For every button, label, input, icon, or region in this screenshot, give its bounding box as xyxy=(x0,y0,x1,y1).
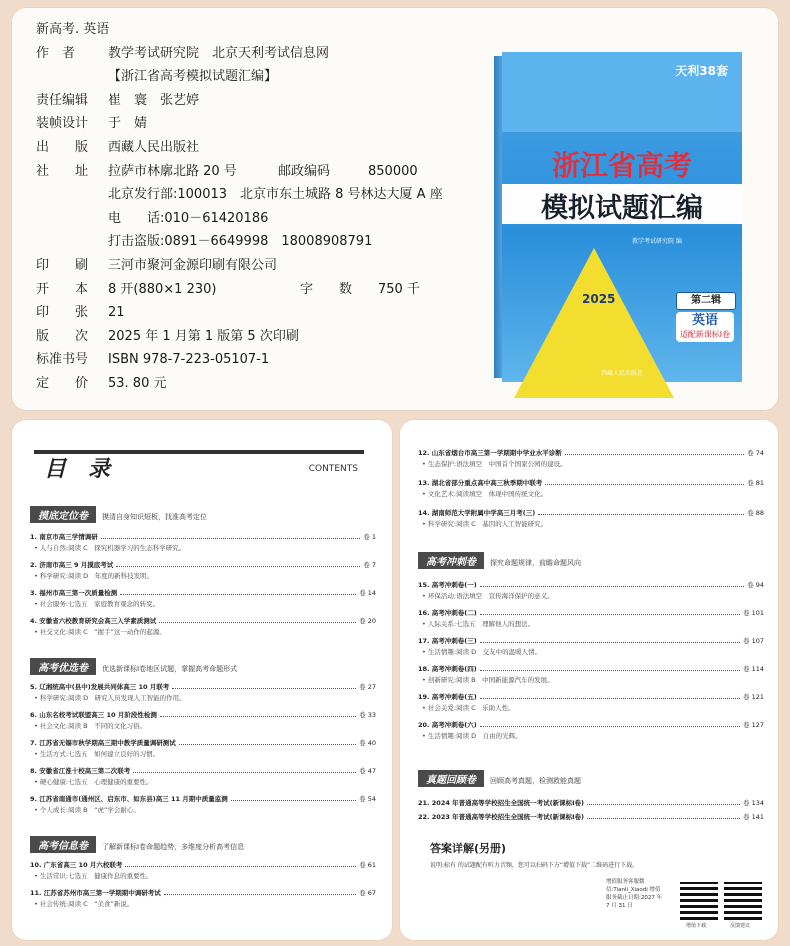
toc-item[interactable] xyxy=(418,636,764,656)
item-desc: • 文化艺术:阅读填空 体现中国传统文化。 xyxy=(422,490,548,498)
section-sub: 回顾高考真题，检测救能真题 xyxy=(490,777,581,785)
item-name: 22. 2023 年普通高等学校招生全国统一考试(新课标Ⅰ卷) xyxy=(418,813,584,821)
publisher: 西藏人民出版社 xyxy=(108,139,200,155)
design: 于 婧 xyxy=(108,116,148,132)
item-name: 5. 辽湘统高中(县中)发展共同体高三 10 月联考 xyxy=(30,683,170,691)
publisher-label: 出 版 xyxy=(36,139,89,155)
publisher-row xyxy=(36,136,443,160)
address-label: 社 址 xyxy=(36,163,89,179)
postcode: 850000 xyxy=(368,163,418,179)
item-desc: • 科学研究:阅读 D 年度的新科技发明。 xyxy=(34,572,154,580)
design-row xyxy=(36,112,443,136)
item-name: 9. 江苏省南通市(通州区、启东市、如东县)高三 11 月期中质量监测 xyxy=(30,795,228,803)
item-name: 3. 福州市高三第一次质量检测 xyxy=(30,589,118,597)
item-page: 卷 40 xyxy=(359,739,376,747)
edition: 2025 年 1 月第 1 版第 5 次印刷 xyxy=(108,328,299,344)
toc-item[interactable] xyxy=(30,532,376,552)
book-cover xyxy=(502,52,742,382)
series: 【浙江省高考模拟试题汇编】 xyxy=(108,69,278,85)
toc-item[interactable] xyxy=(30,766,376,786)
item-desc: • 环保活动:语法填空 宣传海洋保护的意义。 xyxy=(422,592,554,600)
section-tag: 高考冲刺卷 xyxy=(418,552,484,569)
cover-title-1: 浙江省高考 xyxy=(551,149,692,182)
series-row xyxy=(36,65,443,89)
book-title: 新高考. 英语 xyxy=(36,22,110,37)
printer-row xyxy=(36,254,443,278)
section-sub: 优选新课标Ⅰ卷地区试题，掌握高考命题形式 xyxy=(102,665,238,673)
item-name: 13. 湖北省部分重点高中高三秋季期中联考 xyxy=(418,479,543,487)
editor: 崔 寰 张艺婷 xyxy=(108,92,200,108)
phone-row xyxy=(36,207,443,231)
item-name: 1. 南京市高三学情调研 xyxy=(30,533,98,541)
toc-item[interactable] xyxy=(30,738,376,758)
item-name: 14. 湖南师范大学附属中学高三月考(三) xyxy=(418,509,536,517)
toc-item[interactable] xyxy=(418,448,764,468)
beijing-row xyxy=(36,183,443,207)
item-name: 2. 济南市高三 9 月摸底考试 xyxy=(30,561,114,569)
phone-label: 电 话: xyxy=(108,210,165,226)
price-label: 定 价 xyxy=(36,375,89,391)
item-desc: • 硬心健康:七选五 心理健康的重要性。 xyxy=(34,778,153,786)
section-tag: 真题回顾卷 xyxy=(418,770,484,787)
printer: 三河市聚河金源印刷有限公司 xyxy=(108,257,278,273)
item-desc: • 社会文化:阅读 B 不同的文化习俗。 xyxy=(34,722,147,730)
toc-item[interactable] xyxy=(418,608,764,628)
item-desc: • 生活常识:七选五 健康作息的重要性。 xyxy=(34,872,153,880)
toc-item[interactable] xyxy=(30,710,376,730)
item-name: 8. 安徽省江淮十校高三第二次联考 xyxy=(30,767,131,775)
price: 53. 80 元 xyxy=(108,375,167,391)
section-header xyxy=(418,768,581,784)
toc-title: 目 录 xyxy=(44,457,111,482)
cover-title-2: 模拟试题汇编 xyxy=(541,193,703,224)
format-label: 开 本 xyxy=(36,281,89,297)
copyright-panel xyxy=(12,8,778,410)
spacer xyxy=(36,207,108,231)
item-desc: • 个人成长:阅读 B “虎”学会耐心。 xyxy=(34,806,140,814)
subject-box xyxy=(676,312,734,342)
format-row xyxy=(36,278,443,302)
toc-item[interactable] xyxy=(418,580,764,600)
section-header xyxy=(30,834,244,850)
edition-row xyxy=(36,325,443,349)
item-page: 卷 74 xyxy=(747,449,764,457)
cover-publisher: 西藏人民出版社 xyxy=(600,370,643,377)
qr-service-text: 增值服务客服微信:Tianli_Xiaodi 增值服务截止日期:2027 年 7 月 31 日 xyxy=(606,879,663,909)
qr2-label: 反馈建议 xyxy=(730,923,751,929)
postcode-label: 邮政编码 xyxy=(278,163,331,179)
toc-page-right xyxy=(400,420,778,940)
item-page: 卷 127 xyxy=(743,721,764,729)
section-header xyxy=(418,550,581,566)
cover-front xyxy=(502,52,742,382)
item-desc: • 社会传统:阅读 C “美食”新说。 xyxy=(34,900,134,908)
item-desc: • 社会关爱:阅读 C 乐助人性。 xyxy=(422,704,515,712)
toc-item[interactable] xyxy=(418,692,764,712)
answers-heading: 答案详解(另册) xyxy=(430,842,507,855)
audio-note: 说明:标有 的试题配有听力音频，您可以扫码下方“增值下载”二维码进行下载。 xyxy=(430,862,639,869)
toc-item[interactable] xyxy=(30,560,376,580)
cover-year: 2025 xyxy=(582,292,616,306)
item-page: 卷 14 xyxy=(359,589,376,597)
item-desc: • 社会服务:七选五 家庭教育观念的转变。 xyxy=(34,600,160,608)
sheets-label: 印 张 xyxy=(36,305,89,321)
item-page: 卷 61 xyxy=(359,861,376,869)
phone: 010－61420186 xyxy=(164,210,269,226)
qr-code-icon[interactable] xyxy=(680,882,718,920)
section-header xyxy=(30,656,237,672)
sheets: 21 xyxy=(108,305,125,321)
spacer xyxy=(36,230,108,254)
address: 拉萨市林廓北路 20 号 xyxy=(108,163,237,179)
design-label: 装帧设计 xyxy=(36,116,89,132)
toc-item[interactable] xyxy=(418,812,764,821)
item-desc: • 社交文化:阅读 C “握手”这一动作的起源。 xyxy=(34,628,166,636)
item-name: 16. 高考冲刺卷(二) xyxy=(418,609,477,617)
item-page: 卷 141 xyxy=(743,813,764,821)
edition-label: 版 次 xyxy=(36,328,89,344)
piracy: 打击盗版:0891－6649998 18008908791 xyxy=(108,234,373,250)
words-label: 字 数 xyxy=(300,281,353,297)
section-sub: 探究命题规律，前瞻命题风向 xyxy=(490,559,581,567)
item-page: 卷 88 xyxy=(747,509,764,517)
item-name: 19. 高考冲刺卷(五) xyxy=(418,693,477,701)
isbn-row xyxy=(36,348,443,372)
item-page: 卷 54 xyxy=(359,795,376,803)
item-name: 15. 高考冲刺卷(一) xyxy=(418,581,477,589)
item-name: 21. 2024 年普通高等学校招生全国统一考试(新课标Ⅰ卷) xyxy=(418,799,584,807)
item-desc: • 生活方式:七选五 如何建立良好的习惯。 xyxy=(34,750,160,758)
copyright-page xyxy=(36,18,443,396)
item-page: 卷 20 xyxy=(359,617,376,625)
item-name: 20. 高考冲刺卷(六) xyxy=(418,721,477,729)
editor-row xyxy=(36,89,443,113)
subject: 英语 xyxy=(691,313,718,328)
spacer xyxy=(36,65,108,89)
item-page: 卷 134 xyxy=(743,799,764,807)
item-name: 6. 山东名校考试联盟高三 10 月阶段性检测 xyxy=(30,711,157,719)
item-page: 卷 114 xyxy=(743,665,764,673)
toc-header xyxy=(34,450,364,480)
qr-code-icon[interactable] xyxy=(724,882,762,920)
subject-note: 适配新课标Ⅰ卷 xyxy=(679,330,731,339)
toc-item[interactable] xyxy=(418,720,764,740)
item-desc: • 创新研究:阅读 B 中国新能源汽车的发展。 xyxy=(422,676,554,684)
item-name: 17. 高考冲刺卷(三) xyxy=(418,637,477,645)
isbn: ISBN 978-7-223-05107-1 xyxy=(108,352,270,368)
item-desc: • 科学研究:阅读 C 基因的人工智能研究。 xyxy=(422,520,548,528)
piracy-row xyxy=(36,230,443,254)
cover-editor: 教学考试研究院 编 xyxy=(632,238,682,245)
toc-item[interactable] xyxy=(30,588,376,608)
toc-item[interactable] xyxy=(418,664,764,684)
section-tag: 高考信息卷 xyxy=(30,836,96,853)
toc-item[interactable] xyxy=(30,794,376,814)
item-desc: • 生活情趣:阅读 D 自由的光辉。 xyxy=(422,732,522,740)
item-name: 7. 江苏省无锡市秋学期高三期中教学质量调研测试 xyxy=(30,739,176,747)
toc-page-left xyxy=(12,420,392,940)
toc-item[interactable] xyxy=(418,508,764,528)
item-page: 卷 27 xyxy=(359,683,376,691)
item-page: 卷 81 xyxy=(747,479,764,487)
qr1-label: 增值下载 xyxy=(686,923,707,929)
section-sub: 摸清自身知识短板，找准高考定位 xyxy=(102,513,207,521)
section-sub: 了解新课标Ⅰ卷命题趋势，多维度分析高考信息 xyxy=(102,843,245,851)
item-page: 卷 121 xyxy=(743,693,764,701)
address-row xyxy=(36,160,443,184)
print-label: 印 刷 xyxy=(36,257,89,273)
section-tag: 摸底定位卷 xyxy=(30,506,96,523)
spacer xyxy=(36,183,108,207)
item-desc: • 生态保护:语法填空 中国首个国家公园的建设。 xyxy=(422,460,567,468)
toc-item[interactable] xyxy=(30,616,376,636)
item-name: 4. 安徽省六校教育研究会高三入学素质测试 xyxy=(30,617,157,625)
beijing-office: 北京发行部:100013 北京市东土城路 8 号林达大厦 A 座 xyxy=(108,187,443,203)
item-name: 12. 山东省烟台市高三第一学期期中学业水平诊断 xyxy=(418,449,562,457)
item-name: 11. 江苏省苏州市高三第一学期期中调研考试 xyxy=(30,889,161,897)
item-desc: • 人际关系:七选五 理解他人的想法。 xyxy=(422,620,535,628)
item-page: 卷 47 xyxy=(359,767,376,775)
item-name: 18. 高考冲刺卷(四) xyxy=(418,665,477,673)
toc-item[interactable] xyxy=(30,860,376,880)
toc-item[interactable] xyxy=(418,478,764,498)
author-label: 作 者 xyxy=(36,45,76,61)
item-name: 10. 广东省高三 10 月六校联考 xyxy=(30,861,123,869)
item-page: 卷 7 xyxy=(363,561,376,569)
toc-title-en: CONTENTS xyxy=(308,464,358,474)
toc-item[interactable] xyxy=(30,682,376,702)
item-page: 卷 94 xyxy=(747,581,764,589)
author-row xyxy=(36,42,443,66)
item-page: 卷 1 xyxy=(363,533,376,541)
item-desc: • 生活情趣:阅读 D 交友中的温暖人情。 xyxy=(422,648,542,656)
format: 8 开(880×1 230) xyxy=(108,281,217,297)
author: 教学考试研究院 北京天利考试信息网 xyxy=(108,45,330,61)
section-header xyxy=(30,504,207,520)
section-tag: 高考优选卷 xyxy=(30,658,96,675)
words: 750 千 xyxy=(378,281,420,297)
isbn-label: 标准书号 xyxy=(36,352,89,368)
item-desc: • 人与自然:阅读 C 探究机器学习的生态科学研究。 xyxy=(34,544,186,552)
cover-logo: 天利38套 xyxy=(675,64,728,78)
sheets-row xyxy=(36,301,443,325)
item-page: 卷 67 xyxy=(359,889,376,897)
toc-item[interactable] xyxy=(418,798,764,807)
price-row xyxy=(36,372,443,396)
toc-item[interactable] xyxy=(30,888,376,908)
editor-label: 责任编辑 xyxy=(36,92,89,108)
series-pill: 第二辑 xyxy=(676,292,736,310)
item-desc: • 科学研究:阅读 D 研究人员发现人工智能的作用。 xyxy=(34,694,186,702)
item-page: 卷 33 xyxy=(359,711,376,719)
item-page: 卷 101 xyxy=(743,609,764,617)
item-page: 卷 107 xyxy=(743,637,764,645)
